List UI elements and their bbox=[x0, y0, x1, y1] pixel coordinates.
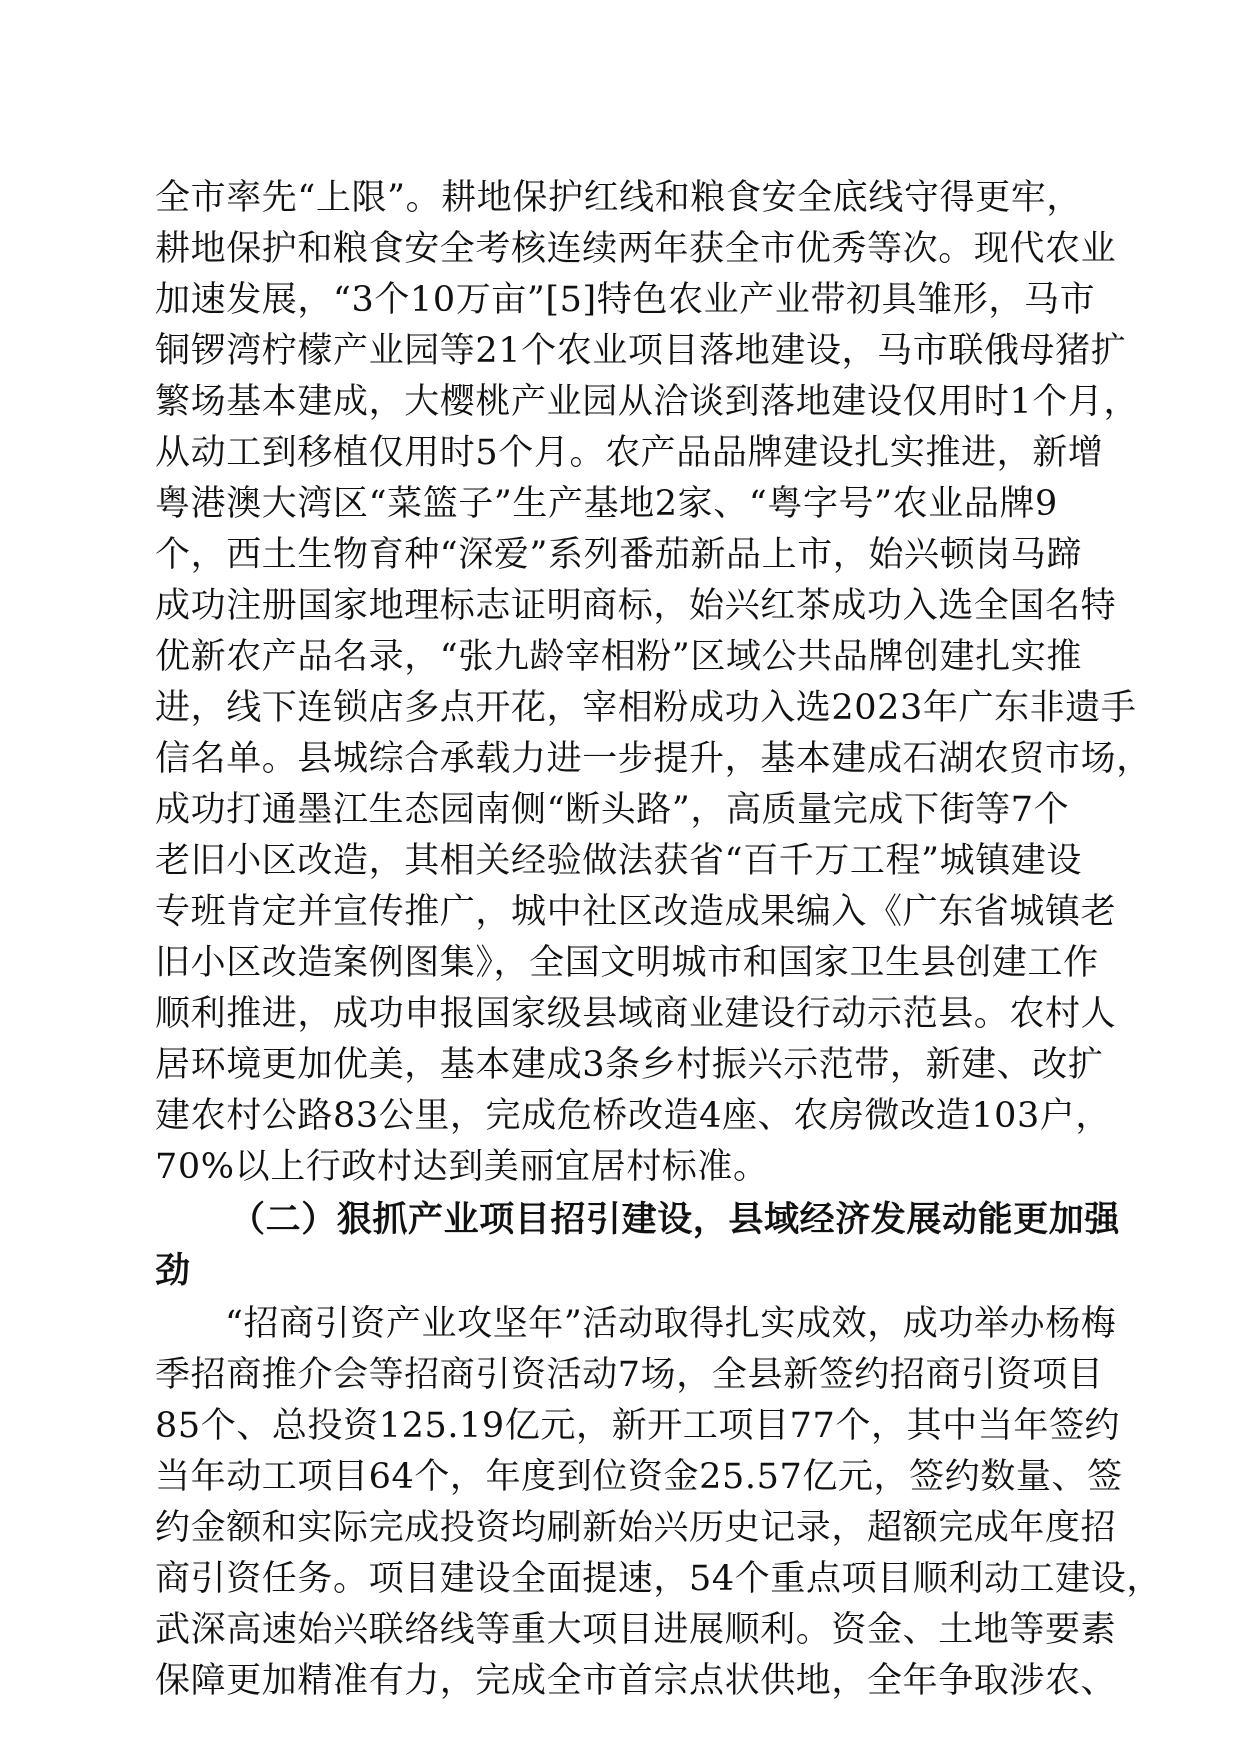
paragraph-line: 粤港澳大湾区“菜篮子”生产基地2家、“粤字号”农业品牌9 bbox=[155, 484, 1058, 524]
paragraph-line: 成功注册国家地理标志证明商标，始兴红茶成功入选全国名特 bbox=[155, 586, 1117, 626]
paragraph-line: 从动工到移植仅用时5个月。农产品品牌建设扎实推进，新增 bbox=[155, 433, 1104, 473]
paragraph-line: 约金额和实际完成投资均刷新始兴历史记录，超额完成年度招 bbox=[155, 1508, 1117, 1548]
paragraph-line: 当年动工项目64个，年度到位资金25.57亿元，签约数量、签 bbox=[155, 1457, 1123, 1497]
paragraph-line: “招商引资产业攻坚年”活动取得扎实成效，成功举办杨梅 bbox=[225, 1304, 1117, 1344]
paragraph-line: 旧小区改造案例图集》，全国文明城市和国家卫生县创建工作 bbox=[155, 943, 1099, 983]
paragraph-line: 成功打通墨江生态园南侧“断头路”，高质量完成下街等7个 bbox=[155, 790, 1070, 830]
paragraph-line: 顺利推进，成功申报国家级县域商业建设行动示范县。农村人 bbox=[155, 994, 1117, 1034]
paragraph-line: 居环境更加优美，基本建成3条乡村振兴示范带，新建、改扩 bbox=[155, 1045, 1104, 1085]
paragraph-line: 铜锣湾柠檬产业园等21个农业项目落地建设，马市联俄母猪扩 bbox=[155, 331, 1127, 371]
paragraph-line: 全市率先“上限”。耕地保护红线和粮食安全底线守得更牢， bbox=[155, 178, 1082, 218]
paragraph-line: 季招商推介会等招商引资活动7场，全县新签约招商引资项目 bbox=[155, 1355, 1104, 1395]
section-heading: （二）狠抓产业项目招引建设，县域经济发展动能更加强 bbox=[230, 1199, 1121, 1240]
paragraph-line: 耕地保护和粮食安全考核连续两年获全市优秀等次。现代农业 bbox=[155, 229, 1117, 269]
paragraph-line: 商引资任务。项目建设全面提速，54个重点项目顺利动工建设， bbox=[155, 1559, 1162, 1599]
paragraph-line: 武深高速始兴联络线等重大项目进展顺利。资金、土地等要素 bbox=[155, 1610, 1117, 1650]
paragraph-line: 专班肯定并宣传推广，城中社区改造成果编入《广东省城镇老 bbox=[155, 892, 1117, 932]
paragraph-line: 85个、总投资125.19亿元，新开工项目77个，其中当年签约 bbox=[155, 1406, 1121, 1446]
paragraph-line: 优新农产品名录，“张九龄宰相粉”区域公共品牌创建扎实推 bbox=[155, 637, 1082, 677]
section-heading-continuation: 劲 bbox=[155, 1250, 191, 1291]
paragraph-line: 个，西土生物育种“深爱”系列番茄新品上市，始兴顿岗马蹄 bbox=[155, 535, 1082, 575]
paragraph-line: 进，线下连锁店多点开花，宰相粉成功入选2023年广东非遗手 bbox=[155, 688, 1137, 728]
paragraph-line: 老旧小区改造，其相关经验做法获省“百千万工程”城镇建设 bbox=[155, 841, 1082, 881]
paragraph-line: 信名单。县城综合承载力进一步提升，基本建成石湖农贸市场， bbox=[155, 739, 1152, 779]
paragraph-line: 加速发展，“3个10万亩”[5]特色农业产业带初具雏形，马市 bbox=[155, 280, 1096, 320]
paragraph-line: 70%以上行政村达到美丽宜居村标准。 bbox=[155, 1147, 769, 1187]
paragraph-line: 繁场基本建成，大樱桃产业园从洽谈到落地建设仅用时1个月， bbox=[155, 382, 1140, 422]
paragraph-line: 建农村公路83公里，完成危桥改造4座、农房微改造103户， bbox=[155, 1096, 1112, 1136]
paragraph-line: 保障更加精准有力，完成全市首宗点状供地，全年争取涉农、 bbox=[155, 1661, 1117, 1701]
